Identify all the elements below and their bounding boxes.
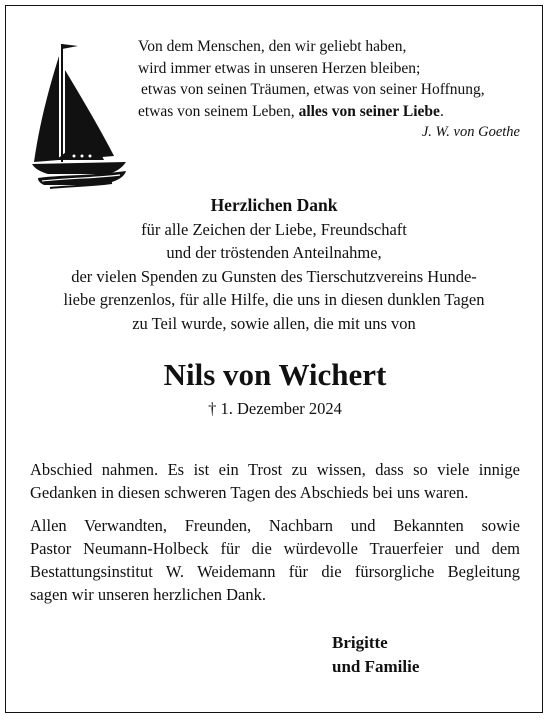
paragraph-line: Pastor Neumann-Holbeck für die würdevolle Trauerfeier und dem [30,539,520,558]
acknowledgement-paragraph [30,514,520,606]
thanks-section [20,194,528,335]
poem-line: etwas von seinen Träumen, etwas von seiner Hoffnung, [141,81,485,98]
thanks-line: liebe grenzenlos, für alle Hilfe, die uns in diesen dunklen Tagen [63,290,485,309]
signature-line: Brigitte [332,633,388,652]
poem-line-text: etwas von seinem Leben, [138,102,299,120]
paragraph-line: sagen wir unseren herzlichen Dank. [30,585,266,604]
paragraph-line: Gedanken in diesen schweren Tagen des Abschieds bei uns waren. [30,483,469,502]
paragraph-line: Bestattungsinstitut W. Weidemann für die fürsorgliche Begleitung [30,562,520,581]
poem-emphasis: alles von seiner Liebe [298,102,440,120]
thanks-line: und der tröstenden Anteilnahme, [166,243,382,262]
poem-end-punct: . [439,102,444,120]
signature [332,631,419,679]
poem [138,36,528,122]
sailboat-icon [28,40,130,192]
thanks-line: der vielen Spenden zu Gunsten des Tierschutzvereins Hunde- [71,266,477,286]
death-date: † 1. Dezember 2024 [208,399,342,418]
poem-line-last [138,101,528,123]
deceased-name: Nils von Wichert [163,357,387,392]
poem-author: J. W. von Goethe [421,124,520,140]
poem-line: Von dem Menschen, den wir geliebt haben, [138,38,407,55]
thanks-heading: Herzlichen Dank [210,195,338,215]
thanks-line: für alle Zeichen der Liebe, Freundschaft [141,219,407,239]
poem-line: wird immer etwas in unseren Herzen bleiben; [138,59,421,77]
paragraph-line: Allen Verwandten, Freunden, Nachbarn und Bekannten sowie [30,516,520,535]
thanks-line: zu Teil wurde, sowie allen, die mit uns von [132,313,416,333]
signature-line: und Familie [332,657,420,676]
farewell-paragraph [30,458,520,504]
paragraph-line: Abschied nahmen. Es ist ein Trost zu wissen, dass so viele innige [30,460,520,479]
